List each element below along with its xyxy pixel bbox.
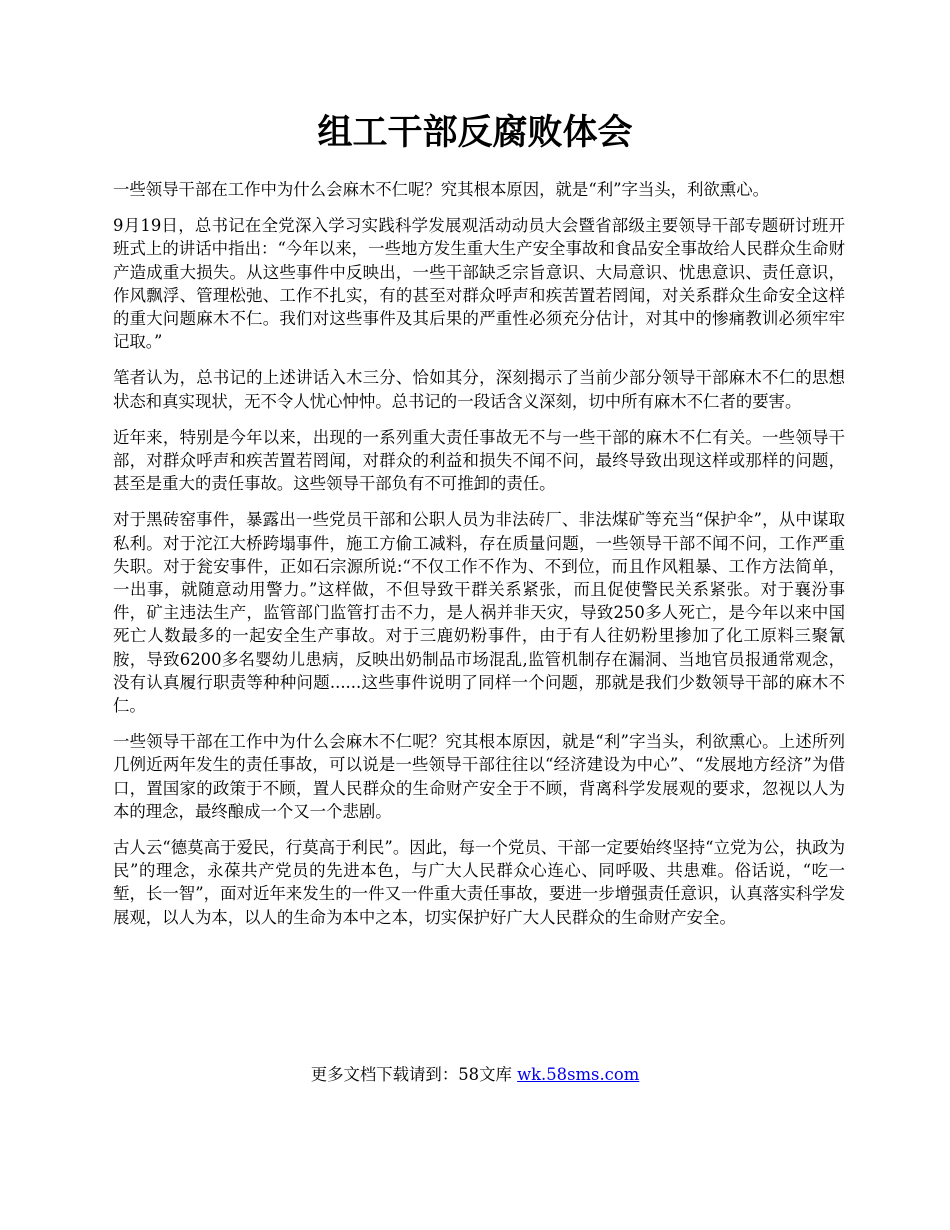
paragraph-7: 古人云“德莫高于爱民，行莫高于利民”。因此，每一个党员、干部一定要始终坚持“立党为公，执政为民”的理念，永葆共产党员的先进本色，与广大人民群众心连心、同呼吸、共患难。俗话说，“吃一堑，长一智”，面对近年来发生的一件又一件重大责任事故，要进一步增强责任意识，认真落实科学发展观，以人为本，以人的生命为本中之本，切实保护好广大人民群众的生命财产安全。 (113, 838, 845, 927)
paragraph-2: 9月19日，总书记在全党深入学习实践科学发展观活动动员大会暨省部级主要领导干部专题研讨班开班式上的讲话中指出：“今年以来，一些地方发生重大生产安全事故和食品安全事故给人民群众生命财产造成重大损失。从这些事件中反映出，一些干部缺乏宗旨意识、大局意识、忧患意识、责任意识，作风飘浮、管理松弛、工作不扎实，有的甚至对群众呼声和疾苦置若罔闻，对关系群众生命安全这样的重大问题麻木不仁。我们对这些事件及其后果的严重性必须充分估计，对其中的惨痛教训必须牢牢记取。” (113, 216, 845, 352)
document-body (113, 178, 845, 942)
paragraph-6: 一些领导干部在工作中为什么会麻木不仁呢？究其根本原因，就是“利”字当头，利欲熏心。上述所列几例近两年发生的责任事故，可以说是一些领导干部往往以“经济建设为中心”、“发展地方经济”为借口，置国家的政策于不顾，置人民群众的生命财产安全于不顾，背离科学发展观的要求，忽视以人为本的理念，最终酿成一个又一个悲剧。 (113, 732, 845, 821)
page-title: 组工干部反腐败体会 (317, 113, 633, 153)
footer-link[interactable]: wk.58sms.com (517, 1065, 640, 1084)
footer-text: 更多文档下载请到：58文库 (310, 1065, 518, 1084)
paragraph-4: 近年来，特别是今年以来，出现的一系列重大责任事故无不与一些干部的麻木不仁有关。一些领导干部，对群众呼声和疾苦置若罔闻，对群众的利益和损失不闻不问，最终导致出现这样或那样的问题，甚至是重大的责任事故。这些领导干部负有不可推卸的责任。 (113, 427, 845, 494)
download-footer (0, 1063, 950, 1087)
paragraph-5: 对于黑砖窑事件，暴露出一些党员干部和公职人员为非法砖厂、非法煤矿等充当“保护伞”，从中谋取私利。对于沱江大桥跨塌事件，施工方偷工减料，存在质量问题，一些领导干部不闻不问，工作严重失职。对于瓮安事件，正如石宗源所说:“不仅工作不作为、不到位，而且作风粗暴、工作方法简单，一出事，就随意动用警力。”这样做，不但导致干群关系紧张，而且促使警民关系紧张。对于襄汾事件，矿主违法生产，监管部门监管打击不力，是人祸并非天灾，导致250多人死亡，是今年以来中国死亡人数最多的一起安全生产事故。对于三鹿奶粉事件，由于有人往奶粉里掺加了化工原料三聚氰胺，导致6200多名婴幼儿患病，反映出奶制品市场混乱,监管机制存在漏洞、当地官员报通常观念，没有认真履行职责等种种问题......这些事件说明了同样一个问题，那就是我们少数领导干部的麻木不仁。 (113, 510, 845, 716)
paragraph-1: 一些领导干部在工作中为什么会麻木不仁呢？究其根本原因，就是“利”字当头，利欲熏心。 (113, 180, 769, 199)
paragraph-3: 笔者认为，总书记的上述讲话入木三分、恰如其分，深刻揭示了当前少部分领导干部麻木不仁的思想状态和真实现状，无不令人忧心忡忡。总书记的一段话含义深刻，切中所有麻木不仁者的要害。 (113, 368, 845, 411)
